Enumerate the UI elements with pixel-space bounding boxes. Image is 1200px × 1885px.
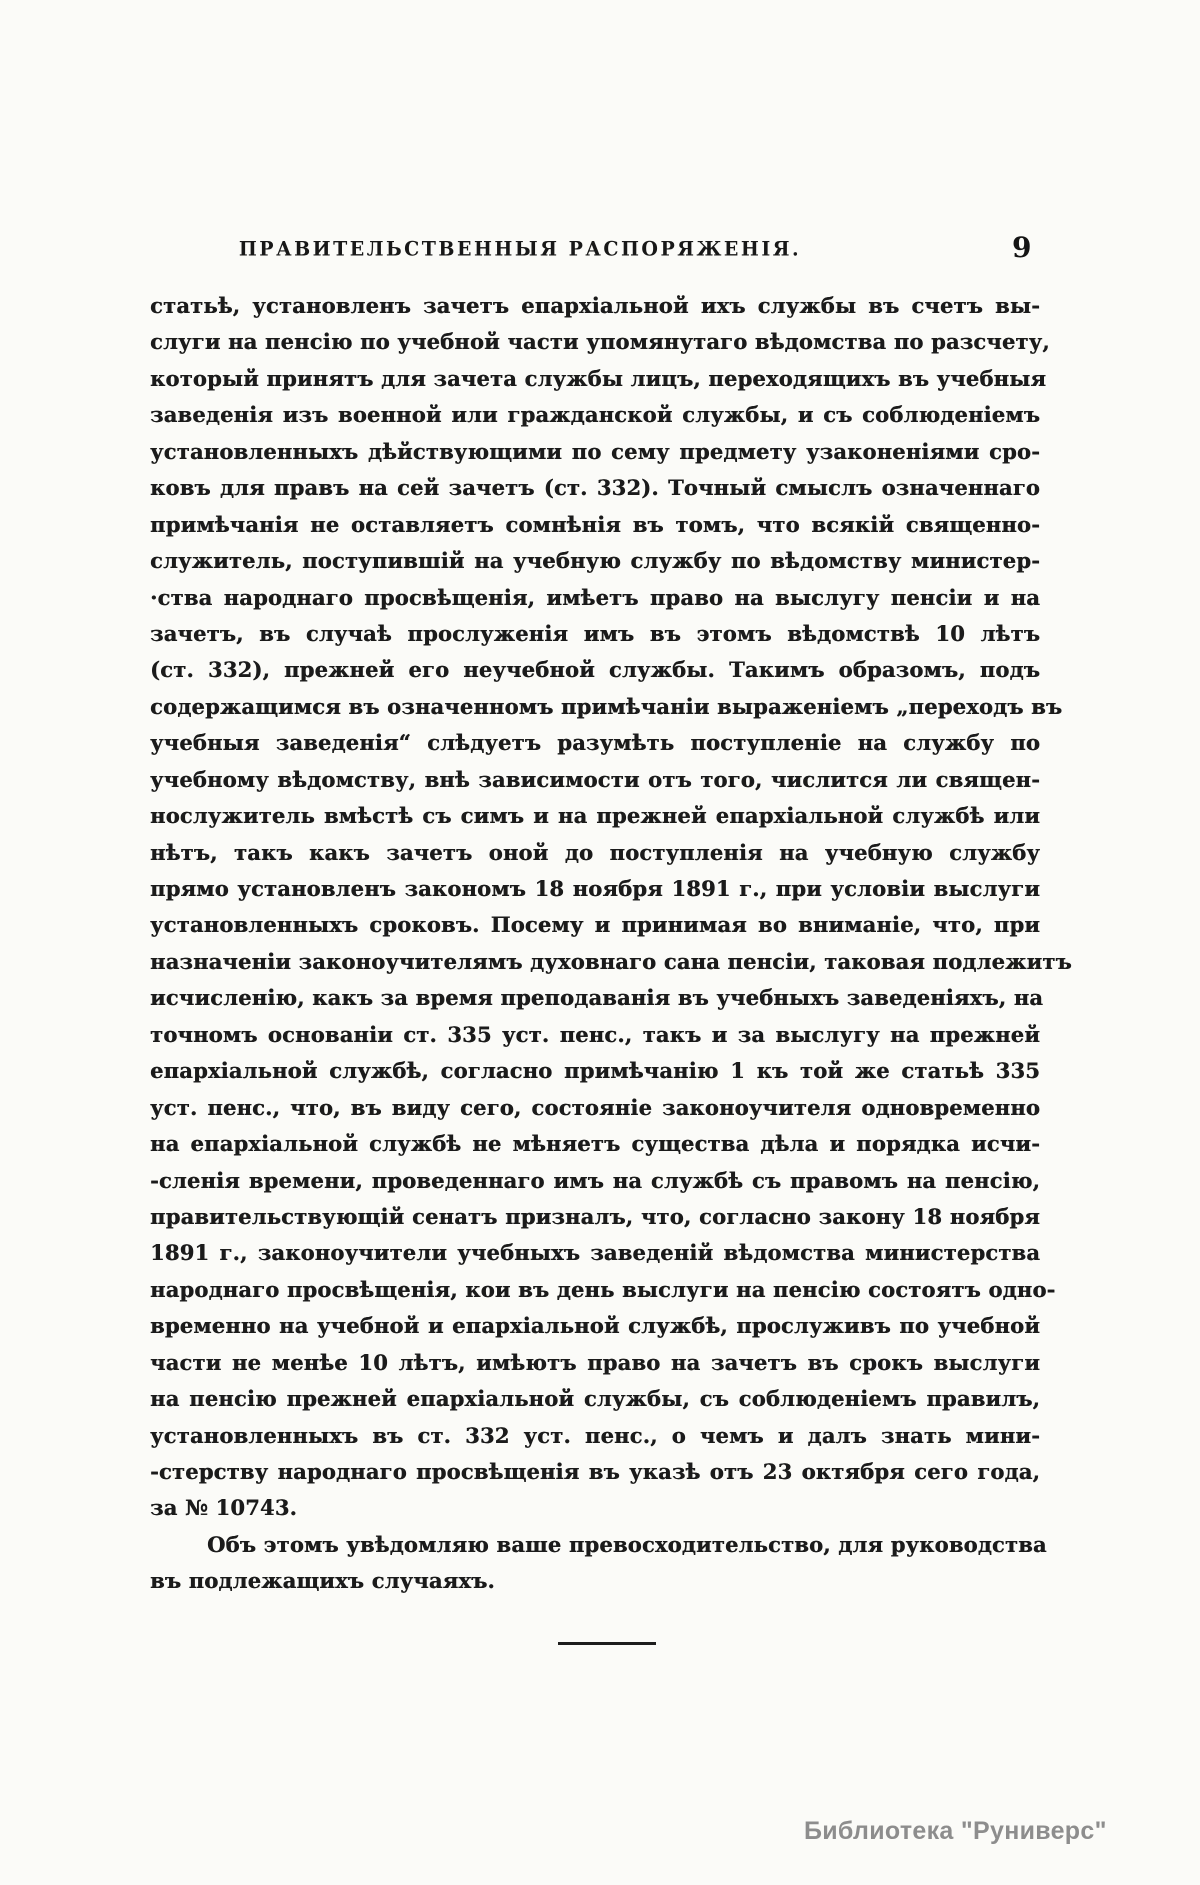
text-line: ·ства народнаго просвѣщенія, имѣетъ право на выслугу пенсіи и на xyxy=(150,584,1040,610)
text-line: народнаго просвѣщенія, кои въ день выслуги на пенсію состоятъ одно- xyxy=(150,1276,1056,1302)
text-line: установленныхъ въ ст. 332 уст. пенс., о чемъ и далъ знать мини- xyxy=(150,1422,1040,1448)
text-line: примѣчанія не оставляетъ сомнѣнія въ томъ, что всякій священно- xyxy=(150,511,1040,537)
text-line: въ подлежащихъ случаяхъ. xyxy=(150,1568,495,1594)
text-line: назначеніи законоучителямъ духовнаго сана пенсіи, таковая подлежитъ xyxy=(150,948,1072,974)
text-line: слуги на пенсію по учебной части упомянутаго вѣдомства по разсчету, xyxy=(150,329,1050,355)
library-watermark: Библиотека "Руниверс" xyxy=(804,1817,1107,1845)
text-line: содержащимся въ означенномъ примѣчаніи выраженіемъ „переходъ въ xyxy=(150,693,1063,719)
running-header-title: ПРАВИТЕЛЬСТВЕННЫЯ РАСПОРЯЖЕНІЯ. xyxy=(238,237,802,261)
text-line: правительствующій сенатъ призналъ, что, согласно закону 18 ноября xyxy=(150,1203,1040,1229)
text-line: учебныя заведенія“ слѣдуетъ разумѣть поступленіе на службу по xyxy=(150,730,1040,756)
text-line: на епархіальной службѣ не мѣняетъ существа дѣла и порядка исчи- xyxy=(150,1131,1040,1157)
text-line: временно на учебной и епархіальной службѣ, прослуживъ по учебной xyxy=(150,1313,1040,1339)
text-line: исчисленію, какъ за время преподаванія въ учебныхъ заведеніяхъ, на xyxy=(150,985,1044,1011)
text-line: учебному вѣдомству, внѣ зависимости отъ того, числится ли священ- xyxy=(150,766,1040,792)
text-line: части не менѣе 10 лѣтъ, имѣютъ право на зачетъ въ срокъ выслуги xyxy=(150,1349,1040,1375)
text-line: (ст. 332), прежней его неучебной службы. Такимъ образомъ, подъ xyxy=(150,657,1040,683)
text-line: уст. пенс., что, въ виду сего, состояніе законоучителя одновременно xyxy=(150,1094,1040,1120)
section-divider-rule xyxy=(558,1642,656,1645)
text-line: ковъ для правъ на сей зачетъ (ст. 332). Точный смыслъ означеннаго xyxy=(150,475,1040,501)
text-line: за № 10743. xyxy=(150,1495,298,1521)
body-text-block xyxy=(150,288,1072,1600)
text-line: который принятъ для зачета службы лицъ, переходящихъ въ учебныя xyxy=(150,365,1047,391)
text-line: -стерству народнаго просвѣщенія въ указѣ отъ 23 октября сего года, xyxy=(150,1459,1040,1484)
text-line: 1891 г., законоучители учебныхъ заведеній вѣдомства министерства xyxy=(150,1240,1040,1266)
text-line: установленныхъ дѣйствующими по сему предмету узаконеніями сро- xyxy=(150,438,1040,464)
text-line: -сленія времени, проведеннаго имъ на службѣ съ правомъ на пенсію, xyxy=(150,1167,1040,1193)
text-line: зачетъ, въ случаѣ прослуженія имъ въ этомъ вѣдомствѣ 10 лѣтъ xyxy=(150,620,1040,646)
text-line: на пенсію прежней епархіальной службы, съ соблюденіемъ правилъ, xyxy=(150,1386,1040,1412)
text-line: точномъ основаніи ст. 335 уст. пенс., такъ и за выслугу на прежней xyxy=(150,1021,1040,1047)
text-line: заведенія изъ военной или гражданской службы, и съ соблюденіемъ xyxy=(150,402,1040,428)
text-line: прямо установленъ закономъ 18 ноября 1891 г., при условіи выслуги xyxy=(150,876,1040,901)
text-line: нѣтъ, такъ какъ зачетъ оной до поступленія на учебную службу xyxy=(150,839,1040,865)
text-line: Объ этомъ увѣдомляю ваше превосходительство, для руководства xyxy=(207,1531,1047,1557)
text-line: нослужитель вмѣстѣ съ симъ и на прежней епархіальной службѣ или xyxy=(150,803,1040,829)
text-line: установленныхъ сроковъ. Посему и принимая во вниманіе, что, при xyxy=(150,912,1040,938)
text-line: статьѣ, установленъ зачетъ епархіальной ихъ службы въ счетъ вы- xyxy=(150,293,1040,318)
text-line: епархіальной службѣ, согласно примѣчанію 1 къ той же статьѣ 335 xyxy=(150,1058,1040,1084)
page-number: 9 xyxy=(1012,231,1032,264)
text-line: служитель, поступившій на учебную службу по вѣдомству министер- xyxy=(150,548,1040,574)
